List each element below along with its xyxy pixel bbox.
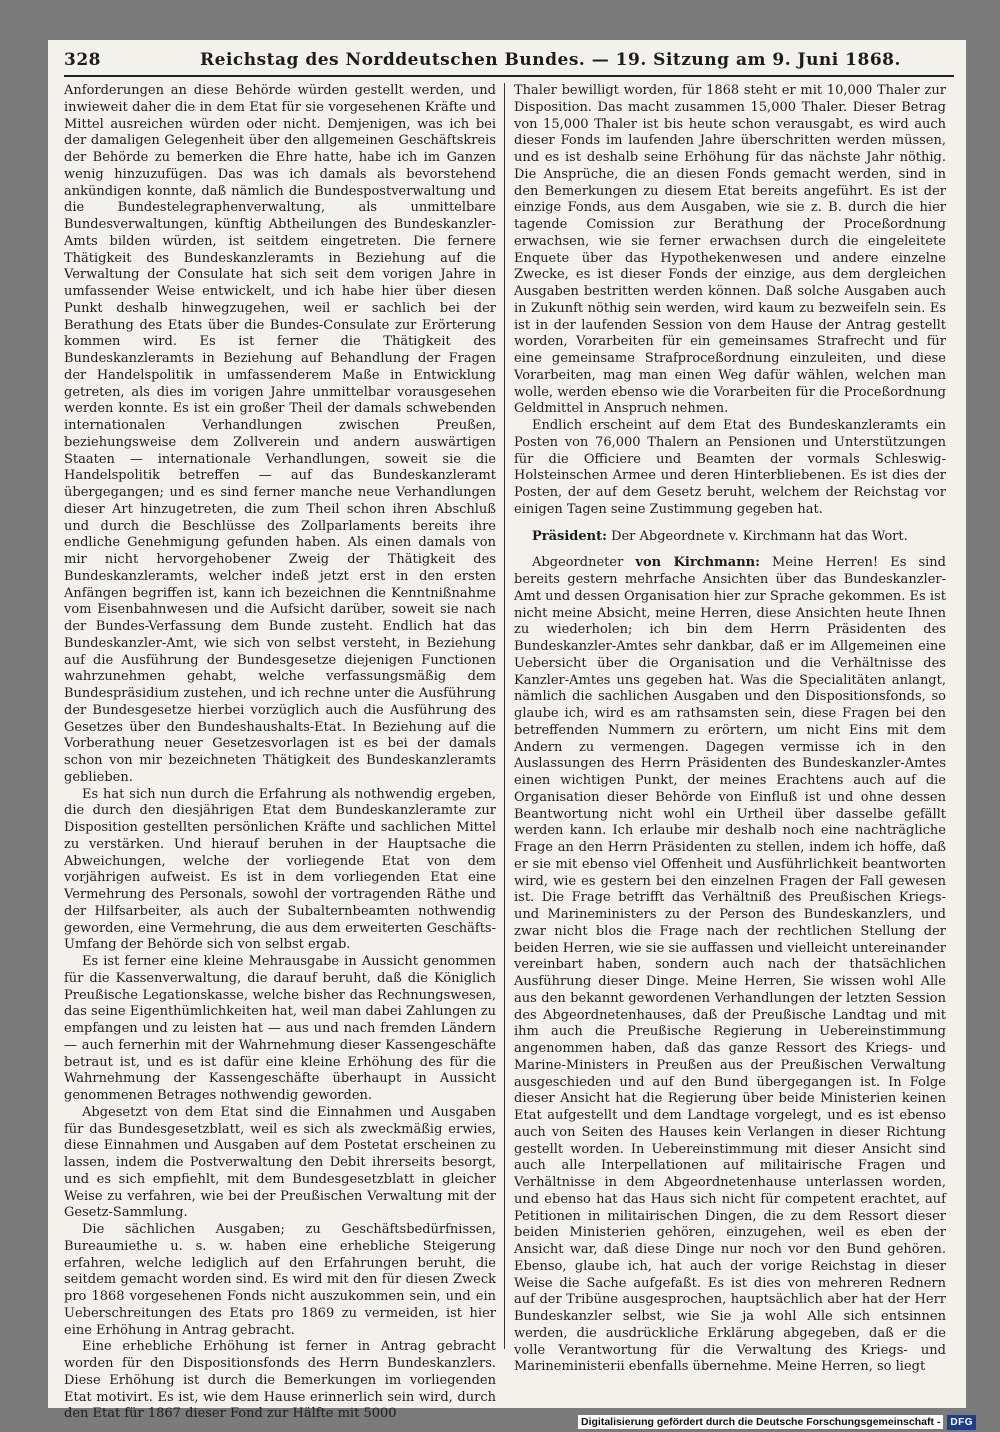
paragraph: Es ist ferner eine kleine Mehrausgabe in Aussicht genommen für die Kassenverwaltung, die darauf beruht, daß die Königlich Preußische Legationskasse, welche bisher das Rechnungswesen, das seine Eigenthümlichkeiten hat, weil man dabei Zahlungen zu empfangen und zu leisten hat — aus und nach fremden Ländern — auch fernerhin mit der Wahrnehmung dieser Kassengeschäfte betraut ist, und es ist dafür eine kleine Erhöhung des für die Wahrnehmung der Kassengeschäfte überhaupt in Aussicht genommenen Betrages nothwendig geworden.	[64, 954, 496, 1103]
speaker-label: Präsident:	[532, 528, 607, 544]
digitization-credit	[581, 1414, 976, 1430]
paragraph: Eine erhebliche Erhöhung ist ferner in Antrag gebracht worden für den Dispositionsfonds des Herrn Bundeskanzlers. Diese Erhöhung ist durch die Bemerkungen im vorliegenden Etat motivirt. Es ist, wie dem Hause erinnerlich sein wird, durch den Etat für 1867 dieser Fond zur Hälfte mit 5000	[64, 1339, 496, 1422]
credit-text: Digitalisierung gefördert durch die Deutsche Forschungsgemeinschaft -	[578, 1415, 943, 1429]
speaker-label: von Kirchmann:	[635, 555, 760, 571]
paragraph: Die sächlichen Ausgaben; zu Geschäftsbedürfnissen, Bureaumiethe u. s. w. haben eine erhebliche Steigerung erfahren, welche lediglich auf den Erfahrungen beruht, die seitdem gemacht worden sind. Es wird mit den für diesen Zweck pro 1868 vorgesehenen Fonds nicht auszukommen sein, und ein Ueberschreitungen des Etats pro 1869 zu vermeiden, ist hier eine Erhöhung in Antrag gebracht.	[64, 1222, 496, 1338]
page-number: 328	[64, 50, 101, 70]
dfg-logo: DFG	[947, 1415, 976, 1430]
speech-text: Meine Herren! Es sind bereits gestern mehrfache Ansichten über das Bundeskanzler-Amt und dessen Organisation hier zur Sprache gekommen. Es ist nicht meine Absicht, meine Herren, diese Ansichten heute Ihnen zu wiederholen; ich bin dem Herrn Präsidenten des Bundeskanzler-Amtes sehr dankbar, daß er im Allgemeinen eine Uebersicht über die Organisation und die Verhältnisse des Kanzler-Amtes uns gegeben hat. Was die Specialitäten anlangt, nämlich die sachlichen Ausgaben und den Dispositionsfonds, so glaube ich, wird es am rathsamsten sein, diese Fragen bei den betreffenden Nummern zu erörtern, um nicht Eins mit dem Andern zu vermengen. Dagegen vermisse ich in den Auslassungen des Herrn Präsidenten des Bundeskanzler-Amtes einen wichtigen Punkt, der meines Erachtens auch auf die Organisation dieser Behörde von Einfluß ist und ohne dessen Beantwortung nicht wohl ein Urtheil über dasselbe gefällt werden kann. Ich erlaube mir deshalb noch eine nachträgliche Frage an den Herrn Präsidenten zu stellen, indem ich hoffe, daß er sie mit ebenso viel Offenheit und Ausführlichkeit beantworten wird, wie es gestern bei den einzelnen Fragen der Fall gewesen ist. Die Frage betrifft das Verhältniß des Preußischen Kriegs- und Marineministers zu der Person des Bundeskanzlers, und zwar nicht blos die Frage nach der rechtlichen Stellung der beiden Herren, wie sie sie auffassen und vielleicht untereinander vereinbart haben, sondern auch nach der thatsächlichen Ausführung dieser Dinge. Meine Herren, Sie wissen wohl Alle aus den bekannt gewordenen Verhandlungen der letzten Session des Abgeordnetenhauses, daß der Preußische Landtag und mit ihm auch die Preußische Regierung in Uebereinstimmung angenommen haben, daß das ganze Ressort des Kriegs- und Marine-Ministers in Preußen aus der Preußischen Verwaltung ausgeschieden und auf den Bund übergegangen ist. In Folge dieser Ansicht hat die Regierung über beide Ministerien keinen Etat aufgestellt und dem Landtage vorgelegt, und es ist ebenso auch von Seiten des Hauses kein Verlangen in dieser Richtung gestellt worden. In Uebereinstimmung mit dieser Ansicht sind auch alle Interpellationen auf militairische Fragen und Verhältnisse in dem Abgeordnetenhause unterlassen worden, und ebenso hat das Haus sich nicht für competent erachtet, auf Petitionen in militairischen Dingen, die zu dem Ressort dieser beiden Ministerien gehören, einzugehen, weil es eben der Ansicht war, daß diese Dinge nur noch vor den Bund gehören. Ebenso, glaube ich, hat auch der vorige Reichstag in dieser Weise die Sache aufgefaßt. Es ist dies von mehreren Rednern auf der Tribüne ausgesprochen, hauptsächlich aber hat der Herr Bundeskanzler selbst, wie Sie ja wohl Alle sich entsinnen werden, die ausdrückliche Erklärung abgegeben, daß er die volle Verantwortung für die Verwaltung des Kriegs- und Marineministerii ebenfalls übernehme. Meine Herren, so liegt	[514, 555, 946, 1375]
president-statement	[514, 529, 946, 546]
running-title: Reichstag des Norddeutschen Bundes. — 19. Sitzung am 9. Juni 1868.	[200, 50, 901, 70]
speaker-intro: Abgeordneter	[532, 555, 624, 571]
left-column	[64, 83, 496, 1422]
paragraph: Es hat sich nun durch die Erfahrung als nothwendig ergeben, die durch den diesjährigen Etat dem Bundeskanzleramte zur Disposition gestellten persönlichen Kräfte und sachlichen Mittel zu verstärken. Und hierauf beruhen in der Hauptsache die Abweichungen, welche der vorliegende Etat von dem vorjährigen aufweist. Es ist in dem vorliegenden Etat eine Vermehrung des Personals, sowohl der vortragenden Räthe und der Hilfsarbeiter, als auch der Subalternbeamten nothwendig geworden, eine Vermehrung, die aus dem erweiterten Geschäfts-Umfang der Behörde sich von selbst ergab.	[64, 786, 496, 953]
right-column	[514, 83, 946, 1393]
header-rule	[64, 75, 954, 77]
kirchmann-speech	[514, 555, 946, 1376]
column-divider	[504, 83, 505, 1349]
paragraph: Thaler bewilligt worden, für 1868 steht er mit 10,000 Thaler zur Disposition. Das macht zusammen 15,000 Thaler. Dieser Betrag von 15,000 Thaler ist bis heute schon verausgabt, es wird auch dieser Fonds im laufenden Jahre überschritten werden müssen, und es ist deshalb seine Erhöhung für das nächste Jahr nöthig. Die Ansprüche, die an diesen Fonds gemacht werden, sind in den Bemerkungen zu diesem Etat bereits angeführt. Es ist der einzige Fonds, aus dem Ausgaben, wie sie z. B. durch die hier tagende Comission zur Berathung der Proceßordnung erwachsen, wie sie ferner erwachsen durch die eingeleitete Enquete über das Hypothekenwesen und andere einzelne Zwecke, es ist dieser Fonds der einzige, aus dem dergleichen Ausgaben bestritten werden können. Daß solche Ausgaben auch in Zukunft nöthig sein werden, wird kaum zu bezweifeln sein. Es ist in der laufenden Session von dem Hause der Antrag gestellt worden, Vorarbeiten für ein gemeinsames Strafrecht und für eine gemeinsame Strafproceßordnung einzuleiten, und diese Vorarbeiten, mag man einen Weg dafür wählen, welchen man wolle, werden ebenso wie die Vorarbeiten für die Proceßordnung Geldmittel in Anspruch nehmen.	[514, 83, 946, 417]
statement-text: Der Abgeordnete v. Kirchmann hat das Wort.	[611, 528, 908, 544]
paragraph: Endlich erscheint auf dem Etat des Bundeskanzleramts ein Posten von 76,000 Thalern an Pensionen und Unterstützungen für die Officiere und Beamten der vormals Schleswig-Holsteinschen Armee und deren Hinterbliebenen. Es ist dies der Posten, der auf dem Gesetz beruht, welchem der Reichstag vor einigen Tagen seine Zustimmung gegeben hat.	[514, 418, 946, 517]
paragraph: Anforderungen an diese Behörde würden gestellt werden, und inwieweit daher die in dem Etat für sie vorgesehenen Kräfte und Mittel ausreichen würden oder nicht. Demjenigen, was ich bei der damaligen Gelegenheit über den allgemeinen Geschäftskreis der Behörde zu bemerken die Ehre hatte, habe ich im Ganzen wenig hinzuzufügen. Das was ich damals als bevorstehend ankündigen konnte, daß nämlich die Bundespostverwaltung und die Bundestelegraphenverwaltung, als unmittelbare Bundesverwaltungen, künftig Abtheilungen des Bundeskanzler-Amts bilden würden, ist seitdem eingetreten. Die fernere Thätigkeit des Bundeskanzleramts in Beziehung auf die Verwaltung der Consulate hat sich seit dem vorigen Jahre in umfassender Weise entwickelt, und ich habe hier über diesen Punkt deshalb hinwegzugehen, weil er sachlich bei der Berathung des Etats über die Bundes-Consulate zur Erörterung kommen wird. Es ist ferner die Thätigkeit des Bundeskanzleramts in Beziehung auf Behandlung der Fragen der Handelspolitik in umfassenderem Maße in Entwicklung getreten, als dies im vorigen Jahre unmittelbar vorausgesehen werden konnte. Es ist ein großer Theil der damals schwebenden internationalen Verhandlungen zwischen Preußen, beziehungsweise dem Zollverein und andern auswärtigen Staaten — internationale Verhandlungen, soweit sie die Handelspolitik betreffen — auf das Bundeskanzleramt übergegangen; und es sind ferner manche neue Verhandlungen dieser Art hinzugetreten, die zum Theil schon ihren Abschluß und durch die Beschlüsse des Zollparlaments bereits ihre endliche Genehmigung gefunden haben. Als einen damals von mir nicht hervorgehobener Zweig der Thätigkeit des Bundeskanzleramts, welcher indeß jetzt erst in den ersten Anfängen begriffen ist, kann ich bezeichnen die Kenntnißnahme vom Eisenbahnwesen und die Aufsicht darüber, soweit sie nach der Bundes-Verfassung dem Bunde zusteht. Endlich hat das Bundeskanzler-Amt, wie sich von selbst versteht, in Beziehung auf die Ausführung der Bundesgesetze diejenigen Functionen wahrzunehmen gehabt, welche verfassungsmäßig dem Bundespräsidium zustehen, und ich rechne unter die Ausführung der Bundesgesetze hierbei vorzüglich auch die Ausführung des Gesetzes über den Bundeshaushalts-Etat. In Beziehung auf die Vorberathung neuer Gesetzesvorlagen ist es bei der damals schon von mir bezeichneten Thätigkeit des Bundeskanzleramts geblieben.	[64, 83, 496, 785]
paragraph: Abgesetzt von dem Etat sind die Einnahmen und Ausgaben für das Bundesgesetzblatt, weil es sich als zweckmäßig erwies, diese Einnahmen und Ausgaben auf dem Postetat erscheinen zu lassen, indem die Postverwaltung den Debit ihrerseits besorgt, und es sich empfiehlt, mit dem Bundesgesetzblatt in gleicher Weise zu verfahren, wie bei der Preußischen Verwaltung mit der Gesetz-Sammlung.	[64, 1104, 496, 1221]
